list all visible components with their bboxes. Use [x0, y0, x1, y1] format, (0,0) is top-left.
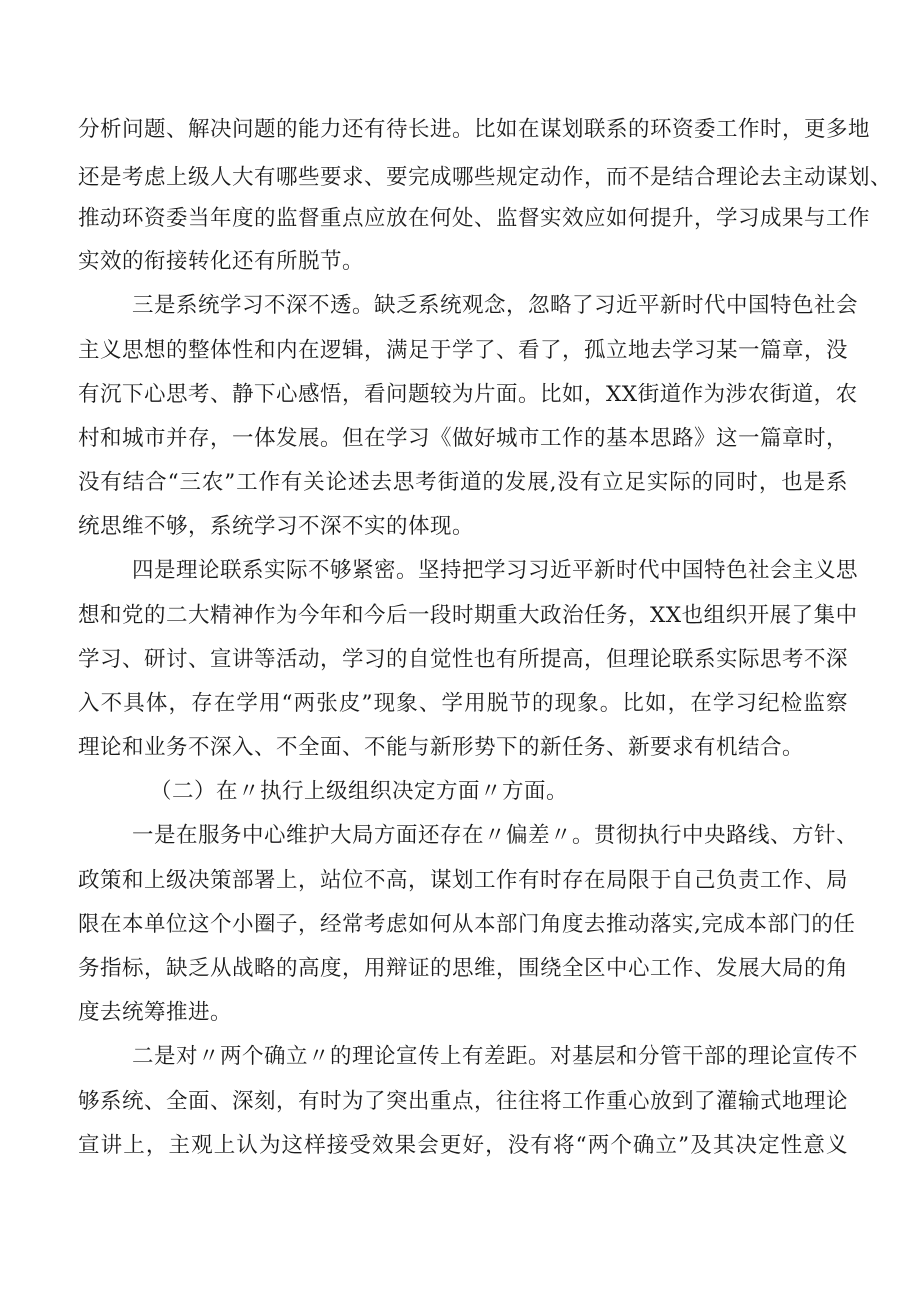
text-line: 统思维不够，系统学习不深不实的体现。: [78, 514, 475, 539]
text-line: 分析问题、解决问题的能力还有待长进。比如在谋划联系的环资委工作时，更多地: [78, 117, 871, 142]
text-line: 政策和上级决策部署上，站位不高，谋划工作有时存在局限于自己负责工作、局: [78, 868, 849, 893]
text-line: 入不具体，存在学用“两张皮”现象、学用脱节的现象。比如，在学习纪检监察: [78, 691, 848, 716]
text-line: 四是理论联系实际不够紧密。坚持把学习习近平新时代中国特色社会主义思: [132, 558, 859, 583]
text-line: 够系统、全面、深刻，有时为了突出重点，往往将工作重心放到了灌输式地理论: [78, 1089, 849, 1114]
text-line: 理论和业务不深入、不全面、不能与新形势下的新任务、新要求有机结合。: [78, 735, 805, 760]
text-line: 村和城市并存，一体发展。但在学习《做好城市工作的基本思路》这一篇章时，: [78, 426, 849, 451]
text-line: 学习、研讨、宣讲等活动，学习的自觉性也有所提高，但理论联系实际思考不深: [78, 647, 849, 672]
text-line: 度去统筹推进。: [78, 1000, 233, 1025]
text-line: 没有结合“三农”工作有关论述去思考街道的发展,没有立足实际的同时，也是系: [78, 470, 848, 495]
text-line: 限在本单位这个小圈子，经常考虑如何从本部门角度去推动落实,完成本部门的任: [78, 912, 856, 937]
section-heading: （二）在〃执行上级组织决定方面〃方面。: [150, 779, 569, 804]
text-line: 务指标，缺乏从战略的高度，用辩证的思维，围绕全区中心工作、发展大局的角: [78, 956, 849, 981]
text-line: 还是考虑上级人大有哪些要求、要完成哪些规定动作，而不是结合理论去主动谋划、: [78, 165, 893, 190]
text-line: 想和党的二大精神作为今年和今后一段时期重大政治任务，XX也组织开展了集中: [78, 603, 858, 628]
text-line: 推动环资委当年度的监督重点应放在何处、监督实效应如何提升，学习成果与工作: [78, 206, 871, 231]
text-line: 实效的衔接转化还有所脱节。: [78, 249, 365, 274]
text-line: 宣讲上，主观上认为这样接受效果会更好，没有将“两个确立”及其决定性意义: [78, 1133, 848, 1158]
text-line: 有沉下心思考、静下心感悟，看问题较为片面。比如，XX街道作为涉农街道，农: [78, 382, 858, 407]
text-line: 一是在服务中心维护大局方面还存在〃偏差〃。贯彻执行中央路线、方针、: [132, 823, 859, 848]
text-line: 二是对〃两个确立〃的理论宣传上有差距。对基层和分管干部的理论宣传不: [132, 1044, 859, 1069]
text-line: 三是系统学习不深不透。缺乏系统观念，忽略了习近平新时代中国特色社会: [132, 293, 859, 318]
text-line: 主义思想的整体性和内在逻辑，满足于学了、看了，孤立地去学习某一篇章，没: [78, 338, 849, 363]
